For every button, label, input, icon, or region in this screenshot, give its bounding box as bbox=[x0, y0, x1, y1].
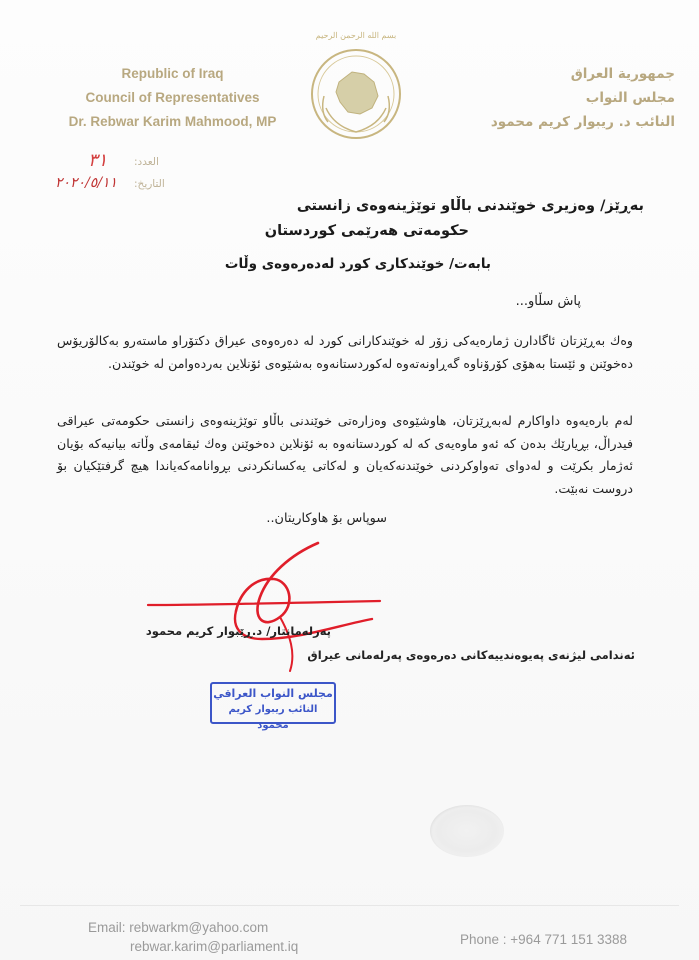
footer-email-1: Email: rebwarkm@yahoo.com bbox=[88, 920, 269, 935]
letterhead-ar-line2: مجلس النواب bbox=[585, 90, 675, 106]
emblem-basmala: بسم الله الرحمن الرحيم bbox=[315, 31, 397, 40]
letterhead-ar-line1: جمهورية العراق bbox=[570, 66, 675, 82]
letterhead-en-line3: Dr. Rebwar Karim Mahmood, MP bbox=[68, 114, 277, 129]
parliament-emblem-icon bbox=[304, 26, 408, 144]
embossed-seal bbox=[430, 805, 504, 857]
stamp-line2: النائب ريبوار كريم محمود bbox=[228, 704, 318, 731]
letterhead-en-line2: Council of Representatives bbox=[85, 90, 260, 105]
letterhead-arabic bbox=[455, 62, 675, 134]
letter-date-label: التاريخ: bbox=[134, 178, 165, 190]
footer-divider bbox=[20, 905, 679, 906]
body-paragraph-2: لەم بارەیەوە داواکارم لەبەڕێزتان، هاوشێوەی وەزارەتی خوێندنی باڵاو توێژینەوەی زانستی حکومەتی عیراقی فیدراڵ، بڕیارێك بدەن کە ئەو ماوەیەی کە لە کوردستانەوە بە ئۆنلاین دەخوێنن وەك ئیقامەی وڵاتە بیانیەکە بۆیان ئەژمار بکرێت و لەدوای تەواوکردنی خوێندنەکەیان و لەکاتی یەکسانکردنی بڕوانامەکەیاندا هیچ گرفتێکیان بۆ دروست نەبێت. bbox=[57, 413, 633, 496]
signatory-role: ئەندامی لیژنەی پەیوەندییەکانی دەرەوەی پەرلەمانی عیراق bbox=[307, 648, 635, 662]
letter-number-label: العدد: bbox=[134, 156, 159, 168]
letterhead-english bbox=[40, 62, 305, 134]
body-paragraph-1: وەك بەڕێزتان ئاگادارن ژمارەیەکی زۆر لە خوێندکارانی کورد لە دەرەوەی عیراق دکتۆراو ماستەرو بەکالۆریۆس دەخوێنن و ئێستا بەهۆی کۆرۆناوە گەڕاونەتەوە لەکوردستانەوە بەشێوەی ئۆنلاین بەردەوامن لە خوێندن. bbox=[57, 333, 633, 371]
addressee-line1: بەڕێز/ وەزیری خوێندنی باڵاو توێژینەوەی زانستی bbox=[296, 198, 644, 214]
stamp-line1: مجلس النواب العراقي bbox=[213, 687, 333, 700]
official-stamp bbox=[210, 682, 336, 731]
footer-email-2: rebwar.karim@parliament.iq bbox=[130, 939, 299, 954]
addressee-line2: حکومەتی هەرێمی کوردستان bbox=[264, 223, 469, 239]
footer-phone: Phone : +964 771 151 3388 bbox=[460, 932, 628, 947]
letter-number-value: ٣١ bbox=[88, 150, 108, 171]
letter-subject: بابەت/ خوێندکاری کورد لەدەرەوەی وڵات bbox=[224, 256, 491, 272]
letter-thanks: سوپاس بۆ هاوکاریتان.. bbox=[266, 511, 387, 526]
letterhead-ar-line3: النائب د. ريبوار كريم محمود bbox=[490, 114, 675, 130]
letter-greeting: پاش سڵاو... bbox=[515, 294, 581, 309]
handwritten-signature bbox=[140, 535, 390, 685]
letterhead-en-line1: Republic of Iraq bbox=[121, 66, 224, 81]
letter-date-value: ٢٠٢٠/٥/١١ bbox=[55, 175, 118, 191]
signatory-name: پەرلەمانتار/ د.ڕێبوار کریم محمود bbox=[145, 624, 331, 638]
